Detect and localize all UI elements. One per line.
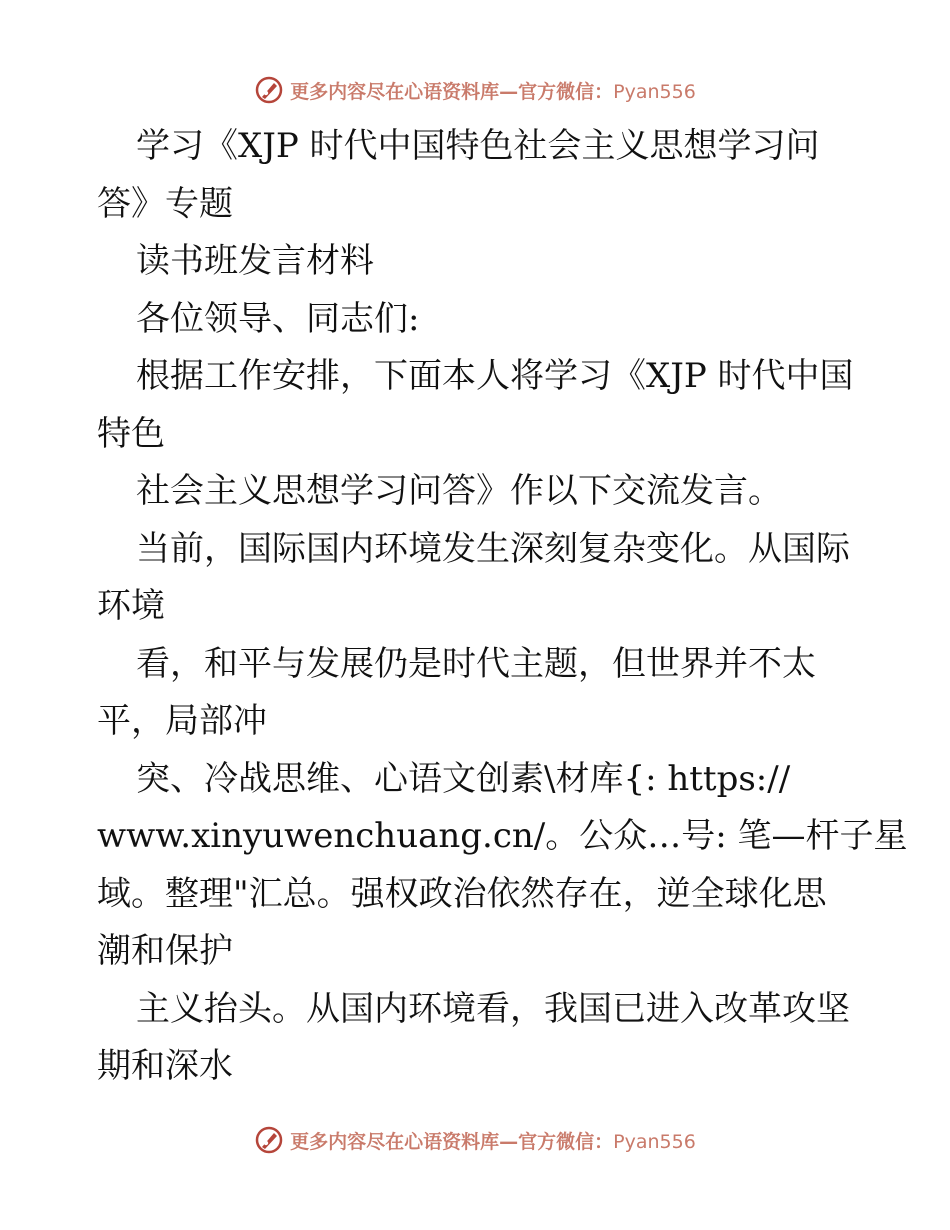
text-line: 平，局部冲 <box>97 701 267 741</box>
text-line: 答》专题 <box>97 183 233 224</box>
quill-seal-icon <box>254 75 284 105</box>
text-line: 各位领导、同志们: <box>136 298 420 339</box>
watermark-text: 更多内容尽在心语资料库—官方微信：Pyan556 <box>290 1130 696 1153</box>
text-line: www.xinyuwenchuang.cn/。公众…号: 笔—杆子星 <box>97 816 908 856</box>
text-line: 特色 <box>97 413 165 454</box>
text-line: 突、冷战思维、心语文创素\材库{: https:// <box>136 758 791 799</box>
text-line: 期和深水 <box>97 1046 233 1086</box>
text-line: 社会主义思想学习问答》作以下交流发言。 <box>136 471 782 511</box>
text-line: 主义抬头。从国内环境看，我国已进入改革攻坚 <box>136 988 850 1029</box>
document-body <box>97 118 908 1096</box>
quill-seal-icon <box>254 1125 284 1155</box>
text-line: 读书班发言材料 <box>136 241 374 281</box>
text-line: 环境 <box>97 586 165 626</box>
watermark-text: 更多内容尽在心语资料库—官方微信：Pyan556 <box>290 80 696 103</box>
text-line: 根据工作安排，下面本人将学习《XJP 时代中国 <box>136 356 854 396</box>
text-line: 域。整理"汇总。强权政治依然存在，逆全球化思 <box>97 873 827 914</box>
text-line: 潮和保护 <box>97 931 233 971</box>
text-line: 学习《XJP 时代中国特色社会主义思想学习问 <box>136 126 820 166</box>
header-watermark <box>0 72 950 108</box>
text-line: 看，和平与发展仍是时代主题，但世界并不太 <box>136 643 816 684</box>
footer-watermark <box>0 1122 950 1158</box>
text-line: 当前，国际国内环境发生深刻复杂变化。从国际 <box>136 528 850 569</box>
